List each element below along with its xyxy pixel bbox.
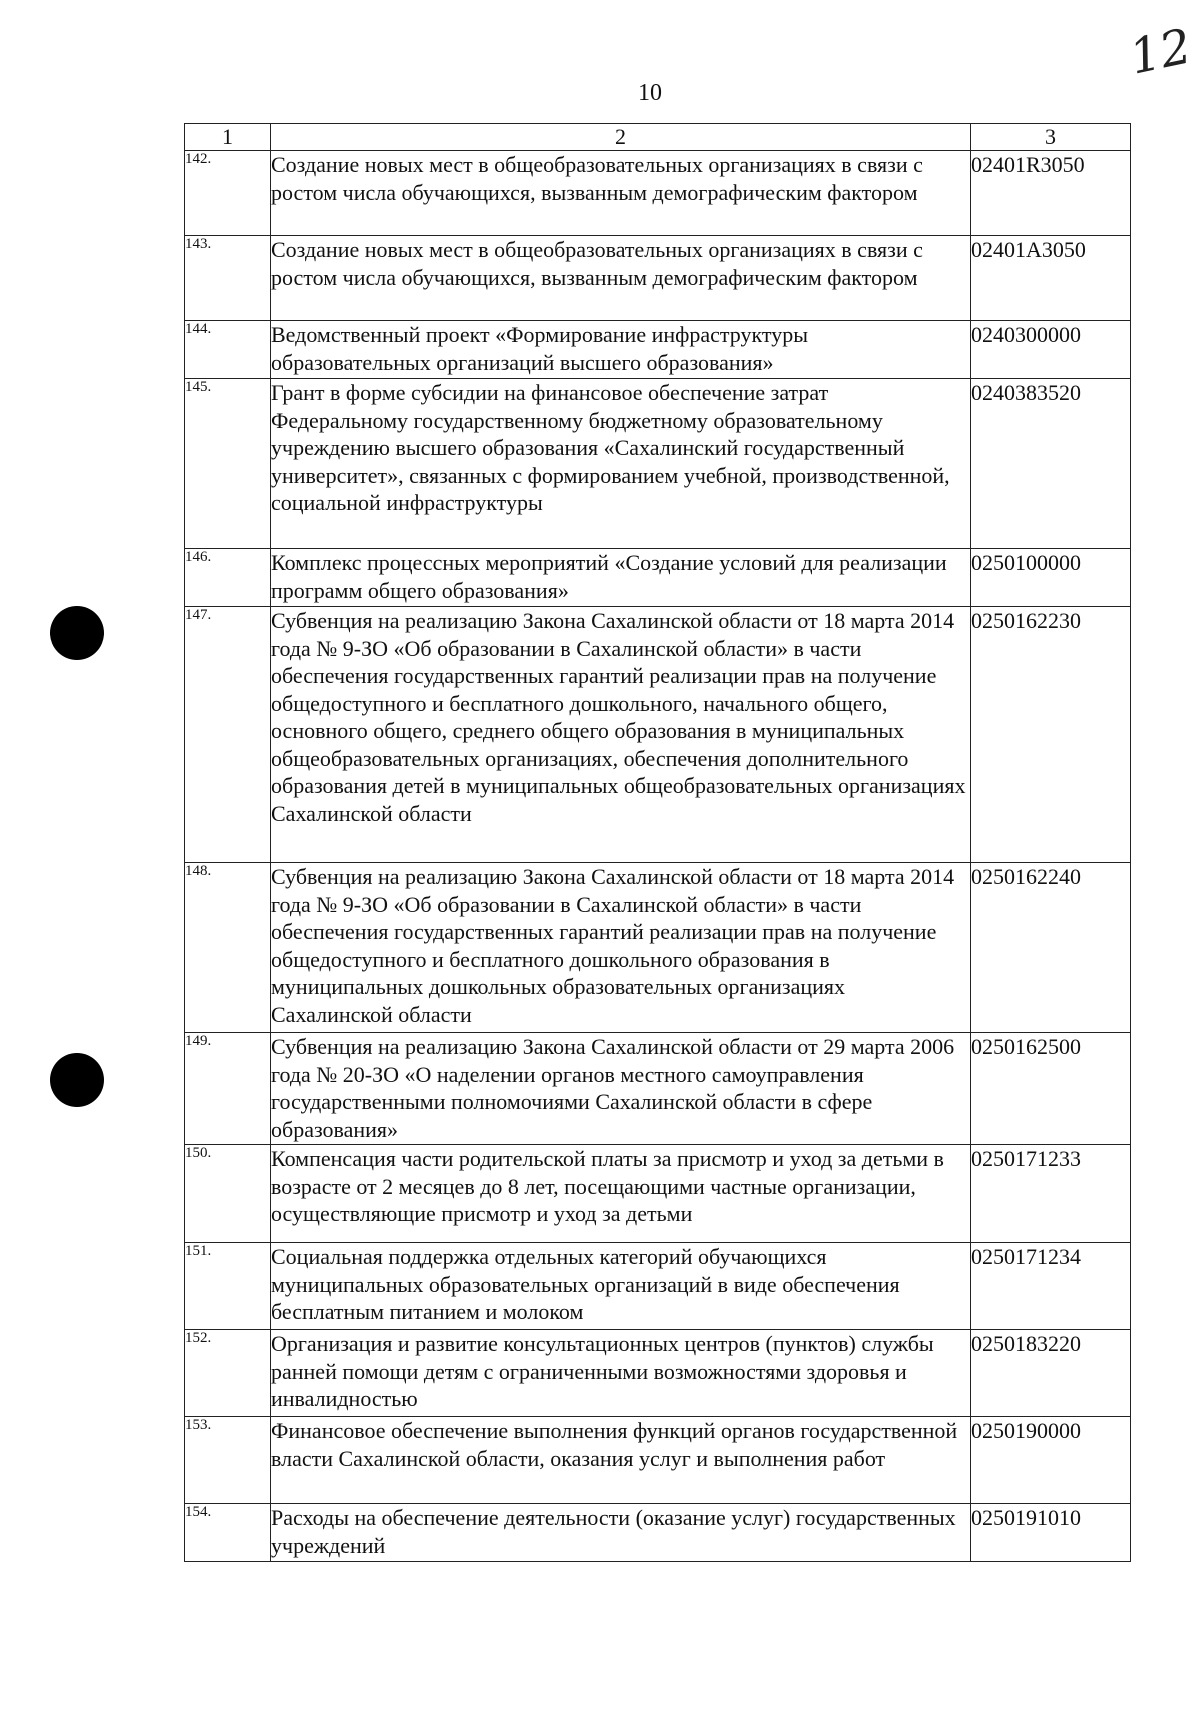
row-number: 146. — [185, 549, 271, 607]
row-description: Социальная поддержка отдельных категорий обучающихся муниципальных образовательных организаций в виде обеспечения бесплатным питанием и молоком — [271, 1243, 971, 1330]
budget-classification-table — [184, 123, 1131, 1562]
table-row — [185, 321, 1131, 379]
table-row — [185, 863, 1131, 1033]
row-description: Организация и развитие консультационных центров (пунктов) службы ранней помощи детям с ограниченными возможностями здоровья и инвалидностью — [271, 1330, 971, 1417]
row-number: 151. — [185, 1243, 271, 1330]
row-number: 150. — [185, 1145, 271, 1243]
row-code: 0250190000 — [971, 1417, 1131, 1504]
page-number: 10 — [638, 80, 662, 106]
table-row — [185, 1145, 1131, 1243]
row-code: 0250183220 — [971, 1330, 1131, 1417]
row-number: 142. — [185, 151, 271, 236]
table-row — [185, 379, 1131, 549]
row-description: Ведомственный проект «Формирование инфраструктуры образовательных организаций высшего образования» — [271, 321, 971, 379]
punch-hole — [50, 1053, 104, 1107]
table-row — [185, 1417, 1131, 1504]
row-number: 152. — [185, 1330, 271, 1417]
row-code: 0250162500 — [971, 1033, 1131, 1145]
row-code: 0250162230 — [971, 607, 1131, 863]
row-code: 0240383520 — [971, 379, 1131, 549]
row-number: 145. — [185, 379, 271, 549]
table-row — [185, 1330, 1131, 1417]
table-row — [185, 549, 1131, 607]
table-row — [185, 1033, 1131, 1145]
row-number: 154. — [185, 1504, 271, 1562]
row-number: 149. — [185, 1033, 271, 1145]
row-code: 0250171233 — [971, 1145, 1131, 1243]
row-description: Субвенция на реализацию Закона Сахалинской области от 18 марта 2014 года № 9-ЗО «Об образовании в Сахалинской области» в части обеспечения государственных гарантий реализации прав на получение общедоступного и бесплатного дошкольного образования в муниципальных дошкольных образовательных организациях Сахалинской области — [271, 863, 971, 1033]
row-description: Создание новых мест в общеобразовательных организациях в связи с ростом числа обучающихся, вызванным демографическим фактором — [271, 151, 971, 236]
table-header-row — [185, 124, 1131, 151]
row-number: 153. — [185, 1417, 271, 1504]
row-number: 144. — [185, 321, 271, 379]
handwritten-page-mark: 12 — [1124, 18, 1197, 86]
column-header-2: 2 — [271, 124, 971, 151]
row-description: Субвенция на реализацию Закона Сахалинской области от 18 марта 2014 года № 9-ЗО «Об образовании в Сахалинской области» в части обеспечения государственных гарантий реализации прав на получение общедоступного и бесплатного дошкольного, начального общего, основного общего, среднего общего образования в муниципальных общеобразовательных организациях, обеспечения дополнительного образования детей в муниципальных общеобразовательных организациях Сахалинской области — [271, 607, 971, 863]
table-row — [185, 1504, 1131, 1562]
punch-hole — [50, 606, 104, 660]
row-code: 0250191010 — [971, 1504, 1131, 1562]
row-description: Финансовое обеспечение выполнения функций органов государственной власти Сахалинской области, оказания услуг и выполнения работ — [271, 1417, 971, 1504]
row-number: 143. — [185, 236, 271, 321]
column-header-1: 1 — [185, 124, 271, 151]
row-description: Комплекс процессных мероприятий «Создание условий для реализации программ общего образования» — [271, 549, 971, 607]
row-number: 147. — [185, 607, 271, 863]
table-row — [185, 151, 1131, 236]
table-row — [185, 607, 1131, 863]
row-code: 02401A3050 — [971, 236, 1131, 321]
table-row — [185, 1243, 1131, 1330]
column-header-3: 3 — [971, 124, 1131, 151]
row-number: 148. — [185, 863, 271, 1033]
row-description: Компенсация части родительской платы за присмотр и уход за детьми в возрасте от 2 месяцев до 8 лет, посещающими частные организации, осуществляющие присмотр и уход за детьми — [271, 1145, 971, 1243]
row-code: 02401R3050 — [971, 151, 1131, 236]
row-description: Расходы на обеспечение деятельности (оказание услуг) государственных учреждений — [271, 1504, 971, 1562]
row-description: Грант в форме субсидии на финансовое обеспечение затрат Федеральному государственному бюджетному образовательному учреждению высшего образования «Сахалинский государственный университет», связанных с формированием учебной, производственной, социальной инфраструктуры — [271, 379, 971, 549]
row-code: 0250100000 — [971, 549, 1131, 607]
row-code: 0240300000 — [971, 321, 1131, 379]
row-description: Субвенция на реализацию Закона Сахалинской области от 29 марта 2006 года № 20-ЗО «О наделении органов местного самоуправления государственными полномочиями Сахалинской области в сфере образования» — [271, 1033, 971, 1145]
row-code: 0250162240 — [971, 863, 1131, 1033]
row-code: 0250171234 — [971, 1243, 1131, 1330]
table-row — [185, 236, 1131, 321]
row-description: Создание новых мест в общеобразовательных организациях в связи с ростом числа обучающихся, вызванным демографическим фактором — [271, 236, 971, 321]
